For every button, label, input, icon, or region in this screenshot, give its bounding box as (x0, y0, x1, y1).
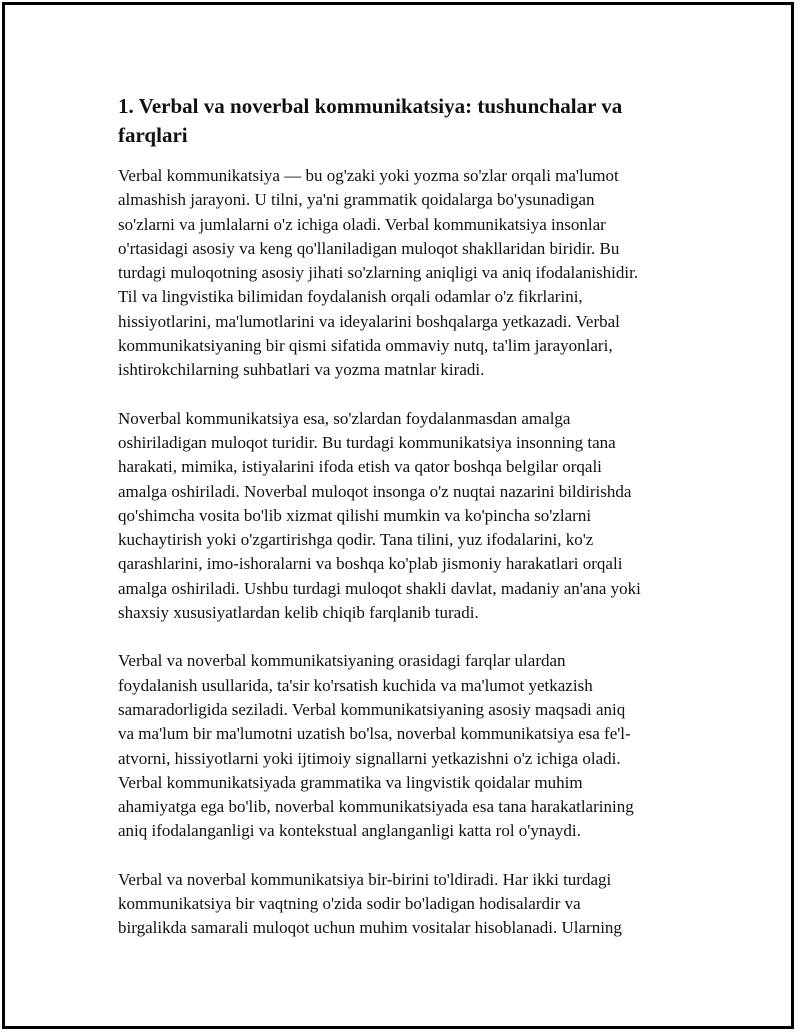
paragraph-differences: Verbal va noverbal kommunikatsiyaning orasidagi farqlar ulardan foydalanish usullarida, ta'sir ko'rsatish kuchida va ma'lumot yetkazish samaradorligida seziladi. Verbal kommunikatsiyaning asosiy maqsadi aniq va ma'lum bir ma'lumotni uzatish bo'lsa, noverbal kommunikatsiya esa fe'l- atvorni, hissiyotlarni yoki ijtimoiy signallarni yetkazishni o'z ichiga oladi. Verbal kommunikatsiyada grammatika va lingvistik qoidalar muhim ahamiyatga ega bo'lib, noverbal kommunikatsiyada esa tana harakatlarining aniq ifodalanganligi va kontekstual anglanganligi katta rol o'ynaydi. (118, 651, 634, 841)
paragraph-noverbal: Noverbal kommunikatsiya esa, so'zlardan foydalanmasdan amalga oshiriladigan muloqot turidir. Bu turdagi kommunikatsiya insonning tana harakati, mimika, istiyalarini ifoda etish va qator boshqa belgilar orqali amalga oshiriladi. Noverbal muloqot insonga o'z nuqtai nazarini bildirishda qo'shimcha vosita bo'lib xizmat qilishi mumkin va ko'pincha so'zlarni kuchaytirish yoki o'zgartirishga qodir. Tana tilini, yuz ifodalarini, ko'z qarashlarini, imo-ishoralarni va boshqa ko'plab jismoniy harakatlari orqali amalga oshiriladi. Ushbu turdagi muloqot shakli davlat, madaniy an'ana yoki shaxsiy xususiyatlardan kelib chiqib farqlanib turadi. (118, 408, 641, 623)
section-heading: 1. Verbal va noverbal kommunikatsiya: tushunchalar va farqlari (118, 94, 623, 147)
paragraph-verbal: Verbal kommunikatsiya — bu og'zaki yoki yozma so'zlar orqali ma'lumot almashish jarayoni. U tilni, ya'ni grammatik qoidalarga bo'ysunadigan so'zlarni va jumlalarni o'z ichiga oladi. Verbal kommunikatsiya insonlar o'rtasidagi asosiy va keng qo'llaniladigan muloqot shakllaridan biridir. Bu turdagi muloqotning asosiy jihati so'zlarning aniqligi va aniq ifodalanishidir. Til va lingvistika bilimidan foydalanish orqali odamlar o'z fikrlarini, hissiyotlarini, ma'lumotlarini va ideyalarini boshqalarga yetkazadi. Verbal kommunikatsiyaning bir qismi sifatida ommaviy nutq, ta'lim jarayonlari, ishtirokchilarning suhbatlari va yozma matnlar kiradi. (118, 166, 639, 380)
paragraph-complement: Verbal va noverbal kommunikatsiya bir-birini to'ldiradi. Har ikki turdagi kommunikatsiya bir vaqtning o'zida sodir bo'ladigan hodisalardir va birgalikda samarali muloqot uchun muhim vositalar hisoblanadi. Ularning (118, 869, 622, 938)
document-body (118, 92, 693, 965)
